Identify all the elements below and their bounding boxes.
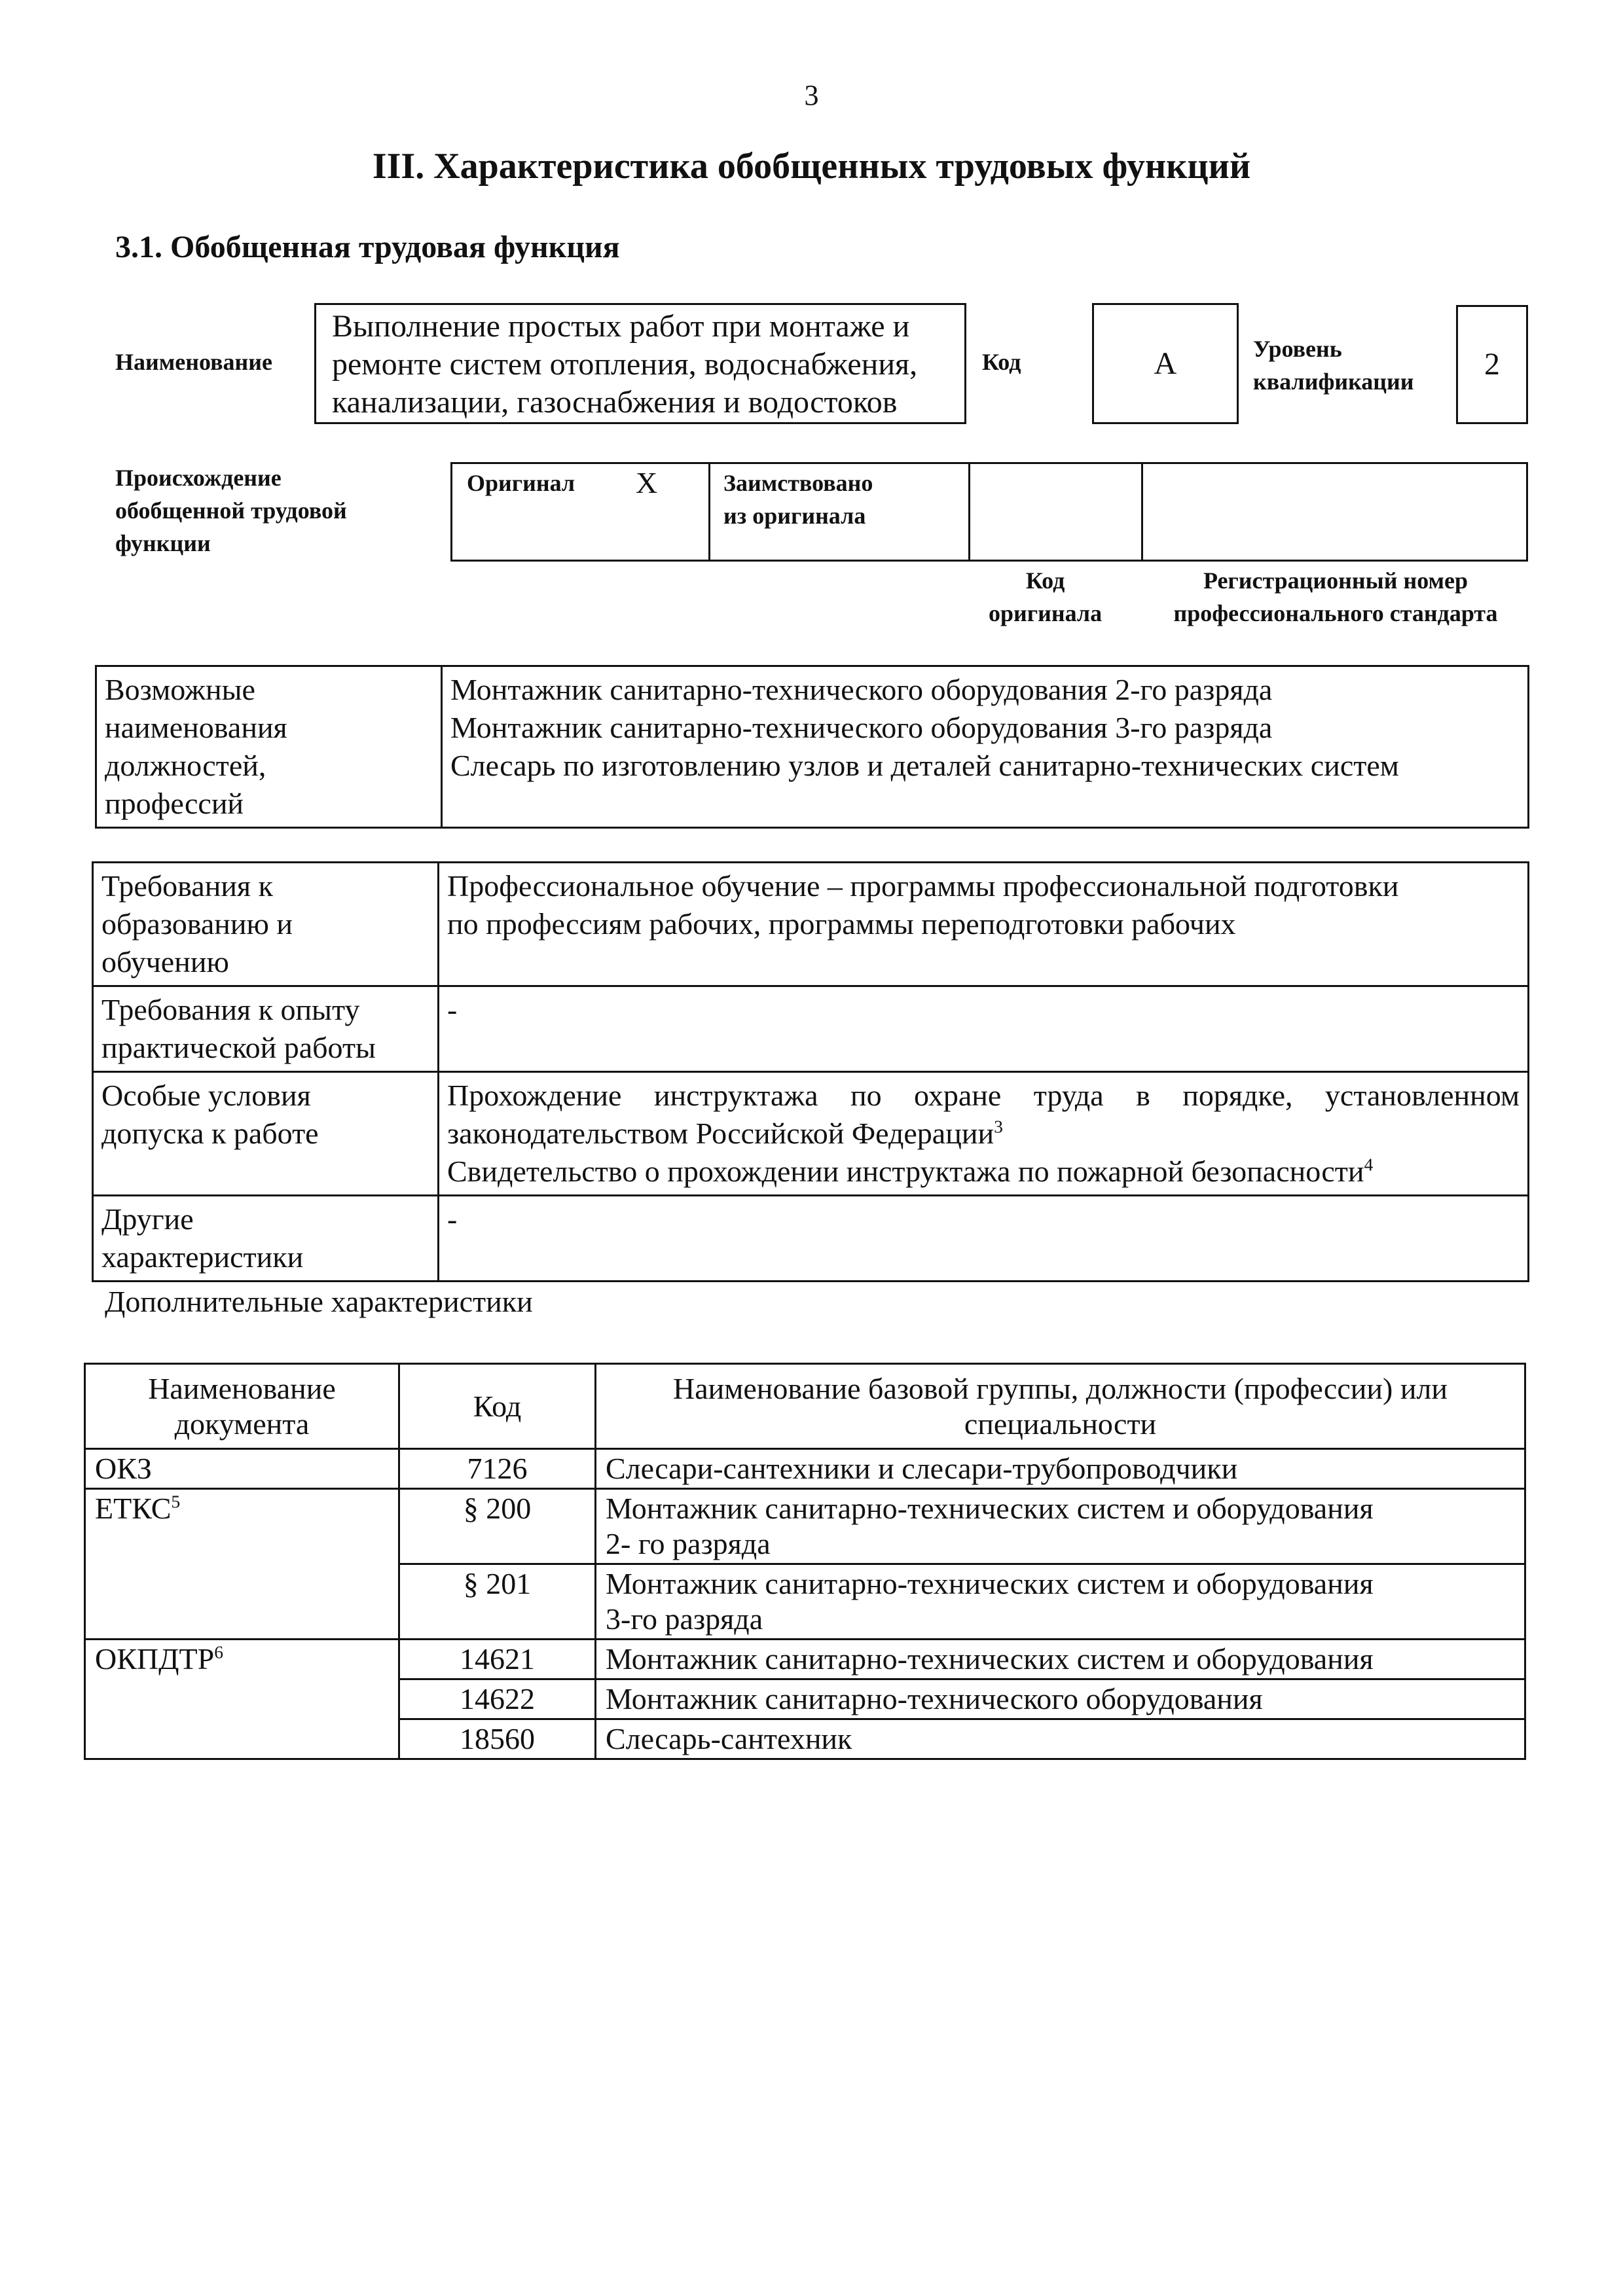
footnote-3: 3 [994, 1116, 1003, 1137]
additional-table [84, 1363, 1526, 1760]
position-item: Монтажник санитарно-технического оборудования 2-го разряда [450, 673, 1273, 706]
special-label: Особые условия допуска к работе [93, 1072, 439, 1196]
okpdtr-doc: ОКПДТР$^6$ [85, 1640, 399, 1679]
original-code-caption: Код оригинала [989, 567, 1103, 626]
education-label: Требования к образованию и обучению [93, 863, 439, 986]
page-number: 3 [804, 79, 819, 111]
table-row: ОКПДТР$^6$ 14621 Монтажник санитарно-технических систем и оборудования [85, 1640, 1525, 1679]
experience-label: Требования к опыту практической работы [93, 986, 439, 1072]
level-value: 2 [1484, 347, 1500, 382]
borrowed-label: Заимствовано из оригинала [723, 470, 873, 529]
original-mark: Х [636, 466, 658, 499]
registration-caption: Регистрационный номер профессионального стандарта [1173, 567, 1498, 626]
footnote-5: 5 [171, 1491, 181, 1512]
code-label: Код [982, 349, 1021, 375]
footnote-6: 6 [214, 1641, 223, 1662]
function-name-box [314, 303, 966, 424]
header-code: Код [399, 1364, 596, 1449]
positions-values [442, 666, 1529, 828]
section-title: III. Характеристика обобщенных трудовых функций [372, 146, 1251, 187]
footnote-4: 4 [1364, 1154, 1374, 1175]
original-label: Оригинал [467, 470, 575, 496]
table-row: 18560 Слесарь-сантехник [85, 1719, 1525, 1759]
table-row: § 201 Монтажник санитарно-технических систем и оборудования 3-го разряда [85, 1564, 1525, 1640]
experience-value: - [439, 986, 1529, 1072]
position-item: Слесарь по изготовлению узлов и деталей санитарно-технических систем [450, 749, 1399, 782]
name-label: Наименование [115, 349, 272, 375]
code-value: А [1154, 346, 1177, 381]
positions-label: Возможные наименования должностей, профессий [96, 666, 442, 828]
positions-table [95, 665, 1529, 829]
table-row: ОКЗ 7126 Слесари-сантехники и слесари-трубопроводчики [85, 1449, 1525, 1489]
function-name-line-1: Выполнение простых работ при монтаже и [332, 309, 910, 344]
function-name-line-3: канализации, газоснабжения и водостоков [332, 385, 898, 420]
header-document: Наименование документа [85, 1364, 399, 1449]
level-label: Уровень квалификации [1253, 336, 1414, 395]
table-row: ЕТКС$^5$ § 200 Монтажник санитарно-технических систем и оборудования 2- го разряда [85, 1489, 1525, 1564]
position-item: Монтажник санитарно-технического оборудования 3-го разряда [450, 711, 1273, 744]
header-name: Наименование базовой группы, должности (профессии) или специальности [596, 1364, 1525, 1449]
code-box [1092, 303, 1239, 424]
other-value: - [439, 1196, 1529, 1282]
other-label: Другие характеристики [93, 1196, 439, 1282]
level-box [1456, 305, 1528, 424]
table-row: 14622 Монтажник санитарно-технического оборудования [85, 1679, 1525, 1719]
etks-doc: ЕТКС$^5$ [85, 1489, 399, 1564]
section-subtitle: 3.1. Обобщенная трудовая функция [115, 230, 620, 264]
function-name-line-2: ремонте систем отопления, водоснабжения, [332, 347, 918, 382]
special-value: Прохождение инструктажа по охране труда в порядке, установленном законодательством Российской Федерации$^3$ Свидетельство о прохождении инструктажа по пожарной безопасности$^4$ [439, 1072, 1529, 1196]
origin-label: Происхождение обобщенной трудовой функции [115, 465, 347, 556]
requirements-table [92, 861, 1529, 1282]
origin-table [450, 462, 1528, 562]
additional-title: Дополнительные характеристики [105, 1285, 533, 1318]
education-value: Профессиональное обучение – программы профессиональной подготовки по профессиям рабочих, программы переподготовки рабочих [439, 863, 1529, 986]
